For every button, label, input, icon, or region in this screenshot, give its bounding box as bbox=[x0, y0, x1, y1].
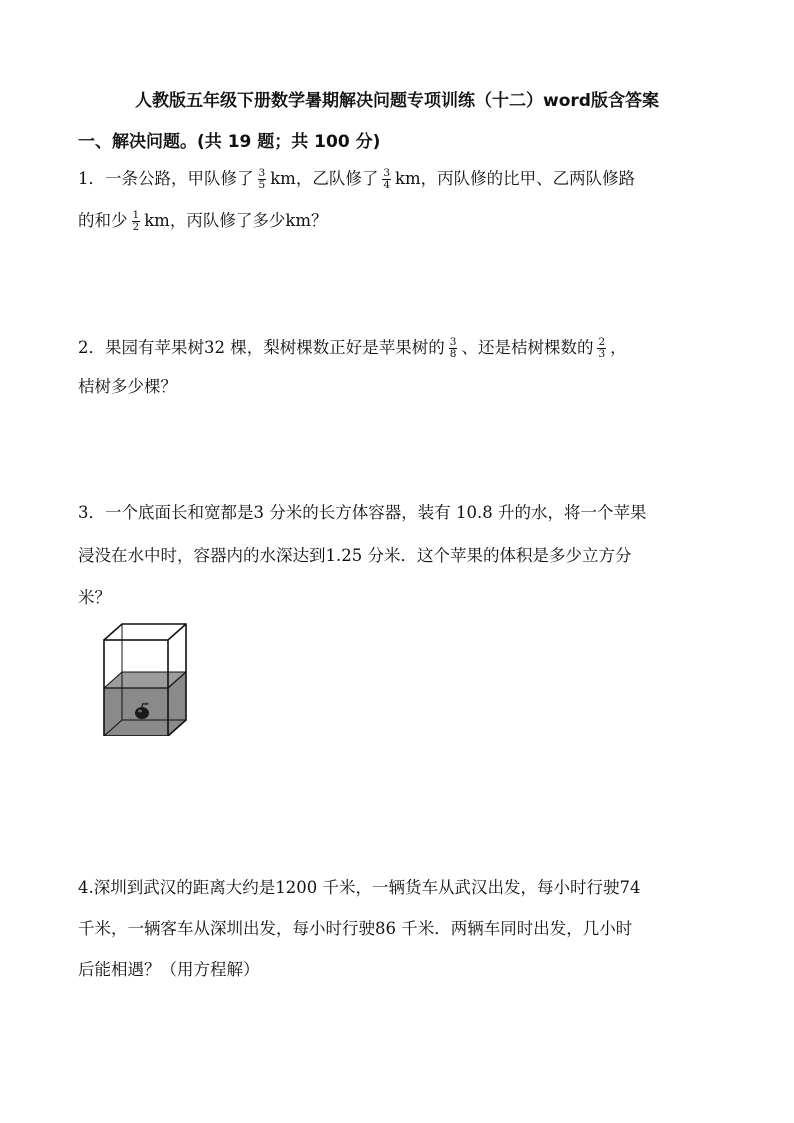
page-title: 人教版五年级下册数学暑期解决问题专项训练（十二）word版含答案 bbox=[135, 91, 659, 111]
q2-text-b: 、还是桔树棵数的 bbox=[461, 338, 594, 357]
q1-frac3-den: 2 bbox=[132, 221, 140, 233]
q1-frac2-num: 3 bbox=[383, 167, 391, 179]
q1-text-a: 1．一条公路，甲队修了 bbox=[78, 169, 254, 188]
question-4-line-3: 后能相遇？（用方程解） bbox=[78, 960, 260, 979]
container-with-apple-icon bbox=[102, 622, 188, 736]
q1-frac3-num: 1 bbox=[132, 209, 140, 221]
q2-fraction-1 bbox=[449, 337, 458, 360]
q2-text-c: ， bbox=[610, 338, 627, 357]
question-4-line-2: 千米，一辆客车从深圳出发，每小时行驶86 千米．两辆车同时出发，几小时 bbox=[78, 919, 633, 938]
q2-frac1-den: 8 bbox=[449, 348, 457, 360]
question-1-line-1 bbox=[78, 167, 635, 191]
question-1-line-2 bbox=[78, 209, 327, 233]
q1-fraction-3 bbox=[132, 210, 141, 233]
q1-fraction-1 bbox=[258, 168, 267, 191]
q1-text-b: km，乙队修了 bbox=[270, 169, 379, 188]
q1-frac2-den: 4 bbox=[383, 179, 391, 191]
q2-frac2-num: 2 bbox=[598, 336, 606, 348]
q1-text-c: km，丙队修的比甲、乙两队修路 bbox=[395, 169, 636, 188]
q1-frac1-num: 3 bbox=[258, 167, 266, 179]
q2-fraction-2 bbox=[597, 337, 606, 360]
q1-text-e: km，丙队修了多少km？ bbox=[144, 211, 328, 230]
question-3-line-1: 3．一个底面长和宽都是3 分米的长方体容器，装有 10.8 升的水，将一个苹果 bbox=[78, 503, 647, 522]
question-2-line-1 bbox=[78, 336, 627, 360]
q2-frac2-den: 3 bbox=[598, 348, 606, 360]
question-4-line-1: 4.深圳到武汉的距离大约是1200 千米，一辆货车从武汉出发，每小时行驶74 bbox=[78, 878, 641, 897]
q2-text-a: 2．果园有苹果树32 棵，梨树棵数正好是苹果树的 bbox=[78, 338, 445, 357]
question-3-line-3: 米？ bbox=[78, 588, 111, 607]
q1-text-d: 的和少 bbox=[78, 211, 128, 230]
q1-frac1-den: 5 bbox=[258, 179, 266, 191]
question-2-line-2: 桔树多少棵？ bbox=[78, 377, 177, 396]
q2-frac1-num: 3 bbox=[449, 336, 457, 348]
question-3-line-2: 浸没在水中时，容器内的水深达到1.25 分米．这个苹果的体积是多少立方分 bbox=[78, 546, 632, 565]
section-heading: 一、解决问题。(共 19 题；共 100 分) bbox=[78, 132, 381, 152]
q1-fraction-2 bbox=[382, 168, 391, 191]
